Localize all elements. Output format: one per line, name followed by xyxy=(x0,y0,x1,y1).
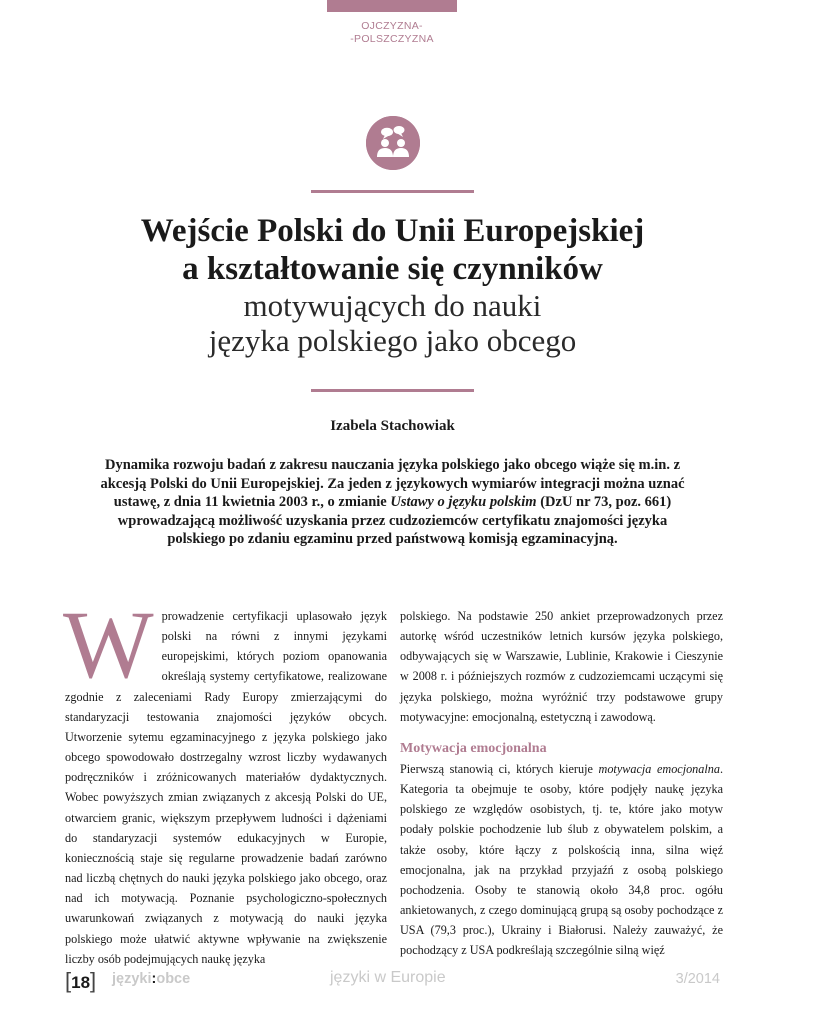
magazine-name-b: obce xyxy=(156,971,191,987)
title-bold-line2: a kształtowanie się czynników xyxy=(182,251,603,287)
title-light-line2: języka polskiego jako obcego xyxy=(208,323,577,358)
body-column-right xyxy=(400,606,723,961)
title-bold-line1: Wejście Polski do Unii Europejskiej xyxy=(140,213,645,249)
right-paragraph-2 xyxy=(400,759,723,961)
dropcap: W xyxy=(63,591,154,698)
right-text2-italic: motywacja emocjonalna xyxy=(598,761,720,776)
lead-paragraph xyxy=(100,456,685,549)
author-name: Izabela Stachowiak xyxy=(330,418,455,434)
page-number: 18 xyxy=(71,973,91,992)
title-rule-top xyxy=(311,190,474,193)
issue-number: 3/2014 xyxy=(675,971,720,987)
top-accent-bar xyxy=(327,0,457,12)
lead-part2: (DzU nr 73, poz. 661) wprowadzającą możliwość uzyskania przez cudzoziemców certyfikatu znajomości języka polskiego po zdaniu egzaminu przed państwową komisją egzaminacyjną. xyxy=(117,494,672,548)
page-number-box: [18] xyxy=(65,968,97,993)
lead-italic: Ustawy o języku polskim xyxy=(390,494,537,511)
magazine-name-a: języki xyxy=(112,971,152,987)
magazine-name xyxy=(112,971,190,987)
left-paragraph xyxy=(63,591,387,969)
left-text: prowadzenie certyfikacji uplasowało język polski na równi z innymi językami europejskimi, których poziom opanowania określają systemy certyfikatowe, realizowane zgodnie z zaleceniami Rady Europy zmierzającymi do standaryzacji testowania znajomości języków obcych. Utworzenie sytemu egzaminacyjnego z języka polskiego jako obcego spowodowało dostrzegalny wzrost liczby wydawanych podręczników i zróżnicowanych materiałów dydaktycznych. Wobec powyższych zmian związanych z akcesją Polski do UE, otwarciem granic, większym przepływem ludności i dążeniami do standaryzacji systemów edukacyjnych w Europie, koniecznością staje się regularne prowadzenie badań zarówno nad liczbą chętnych do nauki języka polskiego jako obcego, oraz nad ich motywacją. Poznanie psychologiczno-społecznych uwarunkowań związanych z motywacją do nauki języka polskiego może ułatwić aktywne wpływanie na zwiększenie liczby osób podejmujących naukę języka xyxy=(65,609,387,966)
two-people-speech-icon xyxy=(366,116,420,170)
title-rule-bottom xyxy=(311,389,474,392)
section-tag-line1: OJCZYZNA- xyxy=(361,20,423,32)
right-text2-b: . Kategoria ta obejmuje te osoby, które podjęły naukę języka polskiego ze względów osobistych, tj. te, które jako motyw podały polskie pochodzenie lub ślub z obywatelem polskim, a także osoby, które łączy z polskością inna, silna więź emocjonalna, jak na przykład przyjaźń z osobą polskiego pochodzenia. Osoby te stanowią około 34,8 proc. ogółu ankietowanych, z czego dominującą grupą są osoby pochodzące z USA (79,3 proc.), Ukrainy i Białorusi. Należy zauważyć, że pochodzący z USA podkreślają szczególnie silną więź xyxy=(400,761,723,958)
magazine-sep: : xyxy=(151,971,157,987)
page-footer xyxy=(65,968,725,992)
right-text2-a: Pierwszą stanowią ci, których kieruje xyxy=(400,761,599,776)
article-title xyxy=(60,212,725,358)
body-column-left xyxy=(63,591,387,969)
section-tag-line2: -POLSZCZYZNA xyxy=(350,33,434,45)
right-paragraph-1: polskiego. Na podstawie 250 ankiet przeprowadzonych przez autorkę wśród uczestników letnich kursów języka polskiego, odbywających się w Warszawie, Lublinie, Krakowie i Cieszynie w 2008 r. i późniejszych rozmów z cudzoziemcami uczącymi się języka polskiego, można wyróżnić trzy podstawowe grupy motywacyjne: emocjonalną, estetyczną i zawodową. xyxy=(400,609,723,724)
footer-section-title: języki w Europie xyxy=(330,969,446,986)
section-tag xyxy=(327,20,457,46)
lead-part1: Dynamika rozwoju badań z zakresu nauczania języka polskiego jako obcego wiąże się m.in. z akcesją Polski do Unii Europejskiej. Za jeden z językowych wymiarów integracji można uznać ustawę, z dnia 11 kwietnia 2003 r., o zmianie xyxy=(100,457,685,511)
subheading: Motywacja emocjonalna xyxy=(400,740,547,756)
title-light-line1: motywujących do nauki xyxy=(243,288,542,323)
